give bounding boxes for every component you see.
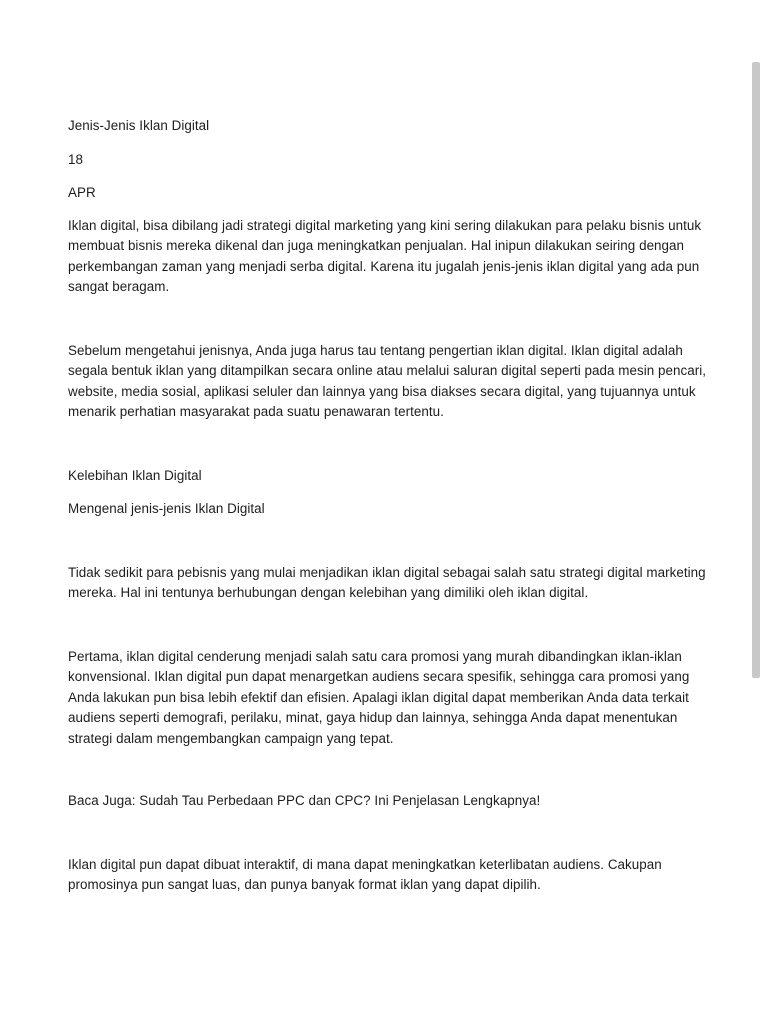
scrollbar-thumb[interactable] — [752, 62, 760, 678]
heading-kelebihan: Kelebihan Iklan Digital — [68, 467, 202, 483]
document-title: Jenis-Jenis Iklan Digital — [68, 118, 210, 133]
paragraph-intro: Iklan digital, bisa dibilang jadi strategi digital marketing yang kini sering dilakukan para pelaku bisnis untuk membuat bisnis mereka dikenal dan juga meningkatkan penjualan. Hal inipun dilakukan seiring dengan perkembangan zaman yang menjadi serba digital. Karena itu jugalah jenis-jenis iklan digital yang ada pun sangat beragam. — [68, 217, 702, 294]
document-body — [68, 116, 718, 896]
paragraph-definition: Sebelum mengetahui jenisnya, Anda juga harus tau tentang pengertian iklan digital. Iklan digital adalah segala bentuk iklan yang ditampilkan secara online atau melalui saluran digital seperti pada mesin pencari, website, media sosial, aplikasi seluler dan lainnya yang bisa diakses secara digital, yang tujuannya untuk menarik perhatian masyarakat pada suatu penawaran tertentu. — [68, 342, 707, 419]
heading-mengenal: Mengenal jenis-jenis Iklan Digital — [68, 501, 265, 516]
related-link[interactable]: Baca Juga: Sudah Tau Perbedaan PPC dan CPC? Ini Penjelasan Lengkapnya! — [68, 793, 541, 808]
date-day: 18 — [68, 151, 83, 167]
paragraph-pebisnis: Tidak sedikit para pebisnis yang mulai menjadikan iklan digital sebagai salah satu strategi digital marketing mereka. Hal ini tentunya berhubungan dengan kelebihan yang dimiliki oleh iklan digital. — [68, 564, 706, 600]
date-month: APR — [68, 185, 96, 200]
paragraph-interaktif: Iklan digital pun dapat dibuat interaktif, di mana dapat meningkatkan keterlibatan audiens. Cakupan promosinya pun sangat luas, dan punya banyak format iklan yang dapat dipilih. — [68, 856, 662, 892]
paragraph-pertama: Pertama, iklan digital cenderung menjadi salah satu cara promosi yang murah dibandingkan iklan-iklan konvensional. Iklan digital pun dapat menargetkan audiens secara spesifik, sehingga cara promosi yang Anda lakukan pun bisa lebih efektif dan efisien. Apalagi iklan digital dapat memberikan Anda data terkait audiens seperti demografi, perilaku, minat, gaya hidup dan lainnya, sehingga Anda dapat menentukan strategi dalam mengembangkan campaign yang tepat. — [68, 648, 690, 746]
